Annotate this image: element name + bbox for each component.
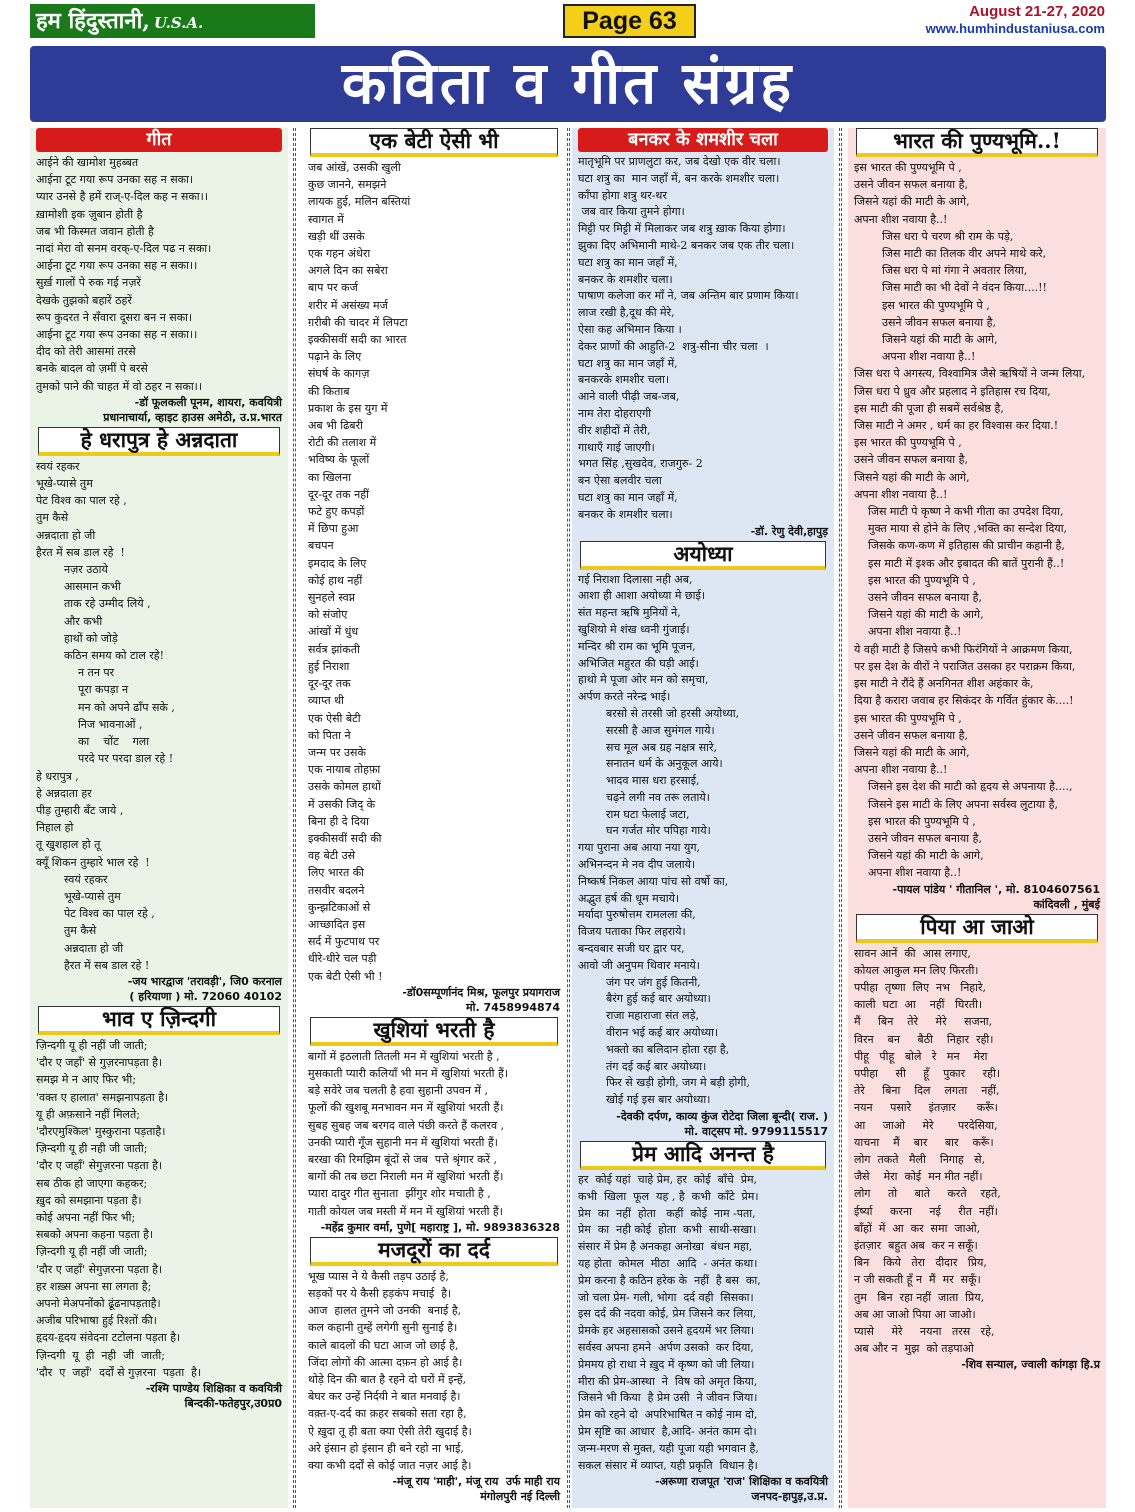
- poem-title: हे धरापुत्र हे अन्नदाता: [38, 427, 280, 456]
- poem-credit: -महेंद्र कुमार वर्मा, पुणे[ महाराष्ट्र ], मो. 9893836328: [320, 1220, 560, 1234]
- column-4: [848, 128, 1106, 1508]
- page-number: Page 63: [563, 4, 696, 38]
- brand-suffix: U.S.A.: [153, 14, 204, 32]
- column-divider: [293, 128, 296, 1508]
- poem-credit: -पायल पांडेय ' गीतानिल ', मो. 8104607561 कांदिवली , मुंबई: [892, 882, 1100, 911]
- poem-body: जब आंखें, उसकी खुली कुछ जानने, समझने लायक हुई, मलिन बस्तियां स्वागत में खड़ी थीं उसके एक गहन अंधेरा अगले दिन का सबेरा बाप पर कर्ज शरीर में असंख्य मर्ज ग़रीबी की चादर में लिपटा इक्कीसवीं सदी का भारत पढ़ाने के लिए संघर्ष के कागज़ की किताब प्रकाश के इस युग में अब भी ढिबरी रोटी की तलाश में भविष्य के फूलों का खिलना दूर-दूर तक नहीं फटे हुए कपड़ों में छिपा हुआ बचपन इमदाद के लिए कोई हाथ नहीं सुनहले स्वप्न को संजोए आंखों में धुंध सर्वत्र झांकती हुई निराशा दूर-दूर तक व्याप्त थी एक ऐसी बेटी को पिता ने जन्म पर उसके एक नायाब तोहफ़ा उसके कोमल हाथों में उसकी जिद् के बिना ही दे दिया इक्कीसवीं सदी की वह बेटी उसे लिए भारत की तसवीर बदलने कुन्झटिकाओं से आच्छादित इस सर्द में फुटपाथ पर धीरे-धीरे चल पड़ी एक बेटी ऐसी भी !: [308, 161, 411, 983]
- column-divider: [839, 128, 842, 1508]
- poem-title: भारत की पुण्यभूमि..!: [856, 128, 1098, 157]
- poem-body: बागों में इठलाती तितली मन में खुशियां भरती है , मुसकाती प्यारी कलियाँ भी मन में खुशियां भरती हैं। बड़े सवेरे जब चलती है हवा सुहानी उपवन में , फूलों की खुशबू मनभावन मन में खुशियां भरती हैं। सुबह सुबह जब बरगद वाले पंछी करते हैं कलरव , उनकी प्यारी गूँज सुहानी मन में खुशियां भरती हैं। बरखा की रिमझिम बूंदों से जब पत्ते श्रृंगार करें , बागों की तब छटा निराली मन में खुशियां भरती हैं। प्यारा दादुर गीत सुनाता झींगुर शोर मचाती है , गाती कोयल जब मस्ती में मन में खुशियां भरती हैं।: [308, 1049, 509, 1218]
- poem-credit: -डॉ फूलकली पूनम, शायरा, कवयित्री प्रधानाचार्या, व्हाइट हाउस अमेठी, उ.प्र.भारत: [103, 395, 282, 424]
- poem-credit: -डॉ. रेणु देवी,हापुड़: [750, 524, 828, 538]
- poem-body: स्वयं रहकर भूखे-प्यासे तुम पेट विश्व का पाल रहे , तुम कैसे अन्नदाता हो जी हैरत में सब डाल रहे ! नज़र उठाये आसमान कभी ताक रहे उम्मीद लिये , और कभी हाथों को जोड़े कठिन समय को टाल रहे! न तन पर पूरा कपड़ा न मन को अपने ढाँप सके , निज भावनाओं , का चोंट गला परदे पर परदा डाल रहे ! हे धरापुत्र , हे अन्नदाता हर पीड़ तुम्हारी बँट जाये , निहाल हो तू खुशहाल हो तू क्यूँ शिकन तुम्हारे भाल रहे ! स्वयं रहकर भूखे-प्यासे तुम पेट विश्व का पाल रहे , तुम कैसे अन्नदाता हो जी हैरत में सब डाल रहे !: [36, 459, 175, 972]
- poem-title: मजदूरों का दर्द: [310, 1237, 558, 1266]
- poem-title: अयोध्या: [580, 541, 826, 570]
- website-link[interactable]: www.humhindustaniusa.com: [925, 21, 1105, 36]
- issue-date: August 21-27, 2020: [969, 3, 1105, 20]
- poem-body: भूख प्यास ने ये कैसी तड़प उठाई है, सड़कों पर ये कैसी हड़कंप मचाई है। आज हालत तुमने जो उनकी बनाई है, कल कहानी तुम्हें लगेगी सुनी सुनाई है। काले बादलों की घटा आज जो छाई है, जिंदा लोगों की आत्मा दफ़न हो आई है। थोड़े दिन की बात है रहने दो घरों में इन्हें, बेघर कर उन्हें निर्दयी ने बात मनवाई है। वक़्त-ए-दर्द का क़हर सबको सता रहा है, ऐ ख़ुदा तू ही बता क्या ऐसी तेरी खुदाई है। अरे इंसान हो इंसान ही बने रहो ना भाई, क्या कभी दर्दों से कोई जात नज़र आई है।: [308, 1269, 472, 1473]
- poem-credit: -शिव सन्याल, ज्वाली कांगड़ा हि.प्र: [961, 1358, 1100, 1372]
- poem-credit: -डॉ0सम्पूर्णानंद मिश्र, फूलपुर प्रयागराज मो. 7458994874: [402, 985, 560, 1014]
- poem-title: एक बेटी ऐसी भी: [310, 128, 558, 157]
- poem-credit: -जय भारद्वाज 'तरावड़ी', जि0 करनाल ( हरियाणा ) मो. 72060 40102: [127, 974, 282, 1003]
- poem-credit: -देवकी दर्पण, काव्य कुंज रोटेदा जिला बून्दी( राज. ) मो. वाट्सप मो. 9799115517: [616, 1110, 828, 1139]
- poem-body: गई निराशा दिलासा नही अब, आशा ही आशा अयोध्या मे छाई। संत महन्त ऋषि मुनियों ने, खुशियो मे शंख ध्वनी गुंजाई। मन्दिर श्री राम का भूमि पूजन, अभिजित महुरत की घड़ी आई। हाथो मे पूजा ओर मन को समृचा, अर्पण करते नरेन्द्र भाई। बरसो से तरसी जो हरसी अयोध्या, सरसी है आज सुमंगल गाये। सच मूल अब ग्रह नक्षत्र सारे, सनातन धर्म के अनुकूल आये। भादव मास धरा हरसाई, चढ़ने लगी नव तरू लताये। राम घटा फेलाई जटा, घन गर्जत मोर पपिहा गाये। गया पुराना अब आया नया युग, अभिनन्दन मे नव दीप जलाये। निष्कर्ष निकल आया पांच सो वर्षो का, अद्भुत हर्ष की धूम मचाये। मर्यादा पुरुषोत्तम रामलला की, विजय पताका फिर लहराये। बन्दवबार सजी घर द्वार पर, आवो जी अनुपम थिवार मनाये। जंग पर जंग हुई कितनी, बैरंग हुई कई बार अयोध्या। राजा महाराजा संत लड़े, वीरान भई कई बार अयोध्या। भक्तो का बलिदान होता रहा है, तंग दई कई बार अयोध्या। फिर से खड़ी होगी, जग मे बड़ी होगी, खोई गई इस बार अयोध्या।: [578, 572, 750, 1107]
- poem-body: आईने की खामोश मुहब्बत आईना टूट गया रूप उनका सह न सका। प्यार उनसे है हमें राज्-ए-दिल कह न सका।। ख़ामोशी इक ज़ुबान होती है जब भी किस्मत जवान होती है नादां मेरा वो सनम वरक्-ए-दिल पढ न सका। आईना टूट गया रूप उनका सह न सका।। सुर्ख़ गालों पे रुक गई नज़रें देखके तुझको बहारें ठहरें रूप कुदरत ने सँवारा दूसरा बन न सका। आईना टूट गया रूप उनका सह न सका।। दीद को तेरी आसमां तरसे बनके बादल वो ज़मीं पे बरसे तुमको पाने की चाहत में वो ठहर न सका।।: [36, 156, 212, 393]
- poem-title: बनकर के शमशीर चला: [578, 128, 828, 152]
- poem-body: मातृभूमि पर प्राणलुटा कर, जब देखो एक वीर चला। घटा शत्रु का मान जहाँ में, बन करके शमशीर चला। काँपा होगा शत्रु थर-थर जब वार किया तुमने होगा। मिट्टी पर मिट्टी में मिलाकर जब शत्रु ख़ाक किया होगा। झुका दिए अभिमानी माथे-2 बनकर जब एक तीर चला। घटा शत्रु का मान जहाँ में, बनकर के शमशीर चला। पाषाण कलेजा कर माँ ने, जब अन्तिम बार प्रणाम किया। लाज रखी है,दूध की मेरे, ऐसा कह अभिमान किया । देकर प्राणों की आहुति-2 शत्रु-सीना चीर चला । घटा शत्रु का मान जहाँ में, बनकरके शमशीर चला। आने वाली पीढ़ी जब-जब, नाम तेरा दोहराएगी वीर शहीदों में तेरी, गाथाएँ गाई जाएगी। भगत सिंह ,सुखदेव, राजगुरु- 2 बन ऐसा बलवीर चला घटा शत्रु का मान जहाँ में, बनकर के शमशीर चला।: [578, 155, 799, 521]
- masthead: [0, 0, 1135, 42]
- poem-body: ज़िन्दगी यू ही नहीं जी जाती; 'दौर ए जहाँ' से गुज़रनापड़ता है। समझ मे न आए फिर भी; 'वक्त ए हालात' समझनापड़ता है। यू ही अफ़साने नहीं मिलते; 'दौरएमुश्किल' मुस्कुराना पड़ताहै। ज़िन्दगी यू ही नही जी जाती; 'दौर ए जहाँ' सेगुज़रना पड़ता है। सब ठीक हो जाएगा कहकर; ख़ुद को समझाना पड़ता है। कोई अपना नहीं फिर भी; सबको अपना कहना पड़ता है। ज़िन्दगी यू ही नहीं जी जाती; 'दौर ए जहाँ' सेगुज़रना पड़ता है। हर शख़्स अपना सा लगता है; अपनो मेअपनोंको ढूंढनापड़ताहै। अजीब परिभाषा हुई रिश्तों की। हृदय-हृदय संवेदना टटोलना पड़ता है। ज़िन्दगी यू ही नही जी जाती; 'दौर ए जहाँ' दर्दों से गुज़रना पड़ता है।: [36, 1038, 202, 1379]
- column-divider: [567, 128, 570, 1508]
- poem-title: प्रेम आदि अनन्त है: [580, 1141, 826, 1170]
- column-3: [572, 128, 834, 1508]
- brand-name: हम हिंदुस्तानी,: [36, 8, 150, 34]
- poem-body: सावन आनें की आस लगाए, कोयल आकुल मन लिए फिरती। पपीहा तृष्णा लिए नभ निहारे, काली घटा आ नहीं घिरती। मैं बिन तेरे मेरे सजना, विरन बन बैठी निहार रही। पीहू पीहू बोले रे मन मेरा पपीहा सी हूँ पुकार रही। तेरे बिना दिल लगता नहीं, नयन पसारे इंतज़ार करूँ। आ जाओ मेरे परदेसिया, याचना मैं बार बार करूँ। लोग तकते मैली निगाह से, जैसे मेरा कोई मन मीत नहीं। लोग तो बाते करते रहते, ईर्ष्या करना नई रीत नहीं। बाँहों में आ कर समा जाओ, इंतज़ार बहुत अब कर न सकूँ। बिन किये तेरा दीदार प्रिय, न जी सकती हूँ न मैं मर सकूँ। तुम बिन रहा नहीं जाता प्रिय, अब आ जाओ पिया आ जाओ। प्यासे मेरे नयना तरस रहे, अब और न मुझ को तड़पाओ: [854, 946, 1001, 1356]
- issue-info: [926, 3, 1105, 37]
- poem-title: पिया आ जाओ: [856, 914, 1098, 943]
- poem-body: इस भारत की पुण्यभूमि पे , उसने जीवन सफल बनाया है, जिसने यहां की माटी के आगे, अपना शीश नवाया है..! जिस धरा पे चरण श्री राम के पड़े, जिस माटी का तिलक वीर अपने माथे करे, जिस धरा पे मां गंगा ने अवतार लिया, जिस माटी का भी देवों ने वंदन किया....!! इस भारत की पुण्यभूमि पे , उसने जीवन सफल बनाया है, जिसने यहां की माटी के आगे, अपना शीश नवाया है..! जिस धरा पे अगस्त्य, विश्वामित्र जैसे ऋषियों ने जन्म लिया, जिस धरा पे ध्रुव और प्रहलाद ने इतिहास रच दिया, इस माटी की पूजा ही सबमें सर्वश्रेष्ठ है, जिस माटी ने अमर , धर्म का हर विश्वास कर दिया.! इस भारत की पुण्यभूमि पे , उसने जीवन सफल बनाया है, जिसने यहां की माटी के आगे, अपना शीश नवाया है..! जिस माटी पे कृष्ण ने कभी गीता का उपदेश दिया, मुक्त माया से होने के लिए ,भक्ति का सन्देश दिया, जिसके कण-कण में इतिहास की प्राचीन कहानी है, इस माटी में इश्क और इबादत की बातें पुरानी हैं..! इस भारत की पुण्यभूमि पे , उसने जीवन सफल बनाया है, जिसने यहां की माटी के आगे, अपना शीश नवाया है..! ये वही माटी है जिसपे कभी फिरंगियों ने आक्रमण किया, पर इस देश के वीरों ने पराजित उसका हर पराक्रम किया, इस माटी ने रौंदे हैं अनगिनत शीश अहंकार के, दिया है करारा जवाब हर सिकंदर के गर्वित हुंकार के....! इस भारत की पुण्यभूमि पे , उसने जीवन सफल बनाया है, जिसने यहां की माटी के आगे, अपना शीश नवाया है..! जिसने इस देश की माटी को हृदय से अपनाया है...., जिसने इस माटी के लिए अपना सर्वस्व लुटाया है, इस भारत की पुण्यभूमि पे , उसने जीवन सफल बनाया है, जिसने यहां की माटी के आगे, अपना शीश नवाया है..!: [854, 161, 1086, 880]
- poem-title: गीत: [36, 128, 282, 152]
- column-2: [302, 128, 566, 1508]
- poem-title: खुशियां भरती है: [310, 1017, 558, 1046]
- column-1: [30, 128, 288, 1508]
- poem-title: भाव ए ज़िन्दगी: [38, 1006, 280, 1035]
- poem-credit: -अरूणा राजपूत 'राज' शिक्षिका व कवयित्री जनपद-हापुड़,उ.प्र.: [655, 1475, 828, 1504]
- newspaper-brand: [30, 4, 315, 38]
- section-banner: कविता व गीत संग्रह: [30, 46, 1106, 122]
- poem-body: हर कोई यहां चाहे प्रेम, हर कोई बाँचे प्रेम, कभी खिला फूल यह , है कभी काँटे प्रेम। प्रेम का नहीं होता कहीं कोई नाम -पता, प्रेम का नही कोई होता कभी साथी-सखा। संसार में प्रेम है अनकहा अनोखा बंधन महा, यह होता कोमल मीठा आदि - अनंत कथा। प्रेम करना है कठिन हरेक के नहीं है बस का, जो चला प्रेम- गली, भोगा दर्द वही सिसका। इस दर्द की नदवा कोई, प्रेम जिसने कर लिया, प्रेमके हर अहसासको उसने हृदयमें भर लिया। सर्वस्व अपना हमने अर्पण उसको कर दिया, प्रेममय हो राधा ने ख़ुद में कृष्ण को जी लिया। मीरा की प्रेम-आस्था ने विष को अमृत किया, जिसने भी किया है प्रेम उसी ने जीवन जिया। प्रेम को रहने दो अपरिभाषित न कोई नाम दो, प्रेम सृष्टि का आधार है,आदि- अनंत काम दो। जन्म-मरण से मुक्त, यही पूजा यही भगवान है, सकल संसार में व्याप्त, यही प्रकृति विधान है।: [578, 1173, 761, 1472]
- poem-credit: -रश्मि पाण्डेय शिक्षिका व कवयित्री बिन्दकी-फतेहपुर,उ0प्र0: [145, 1382, 282, 1410]
- poem-credit: -मंजू राय 'माही', मंजू राय उर्फ माही राय मंगोलपुरी नई दिल्ली: [392, 1475, 560, 1504]
